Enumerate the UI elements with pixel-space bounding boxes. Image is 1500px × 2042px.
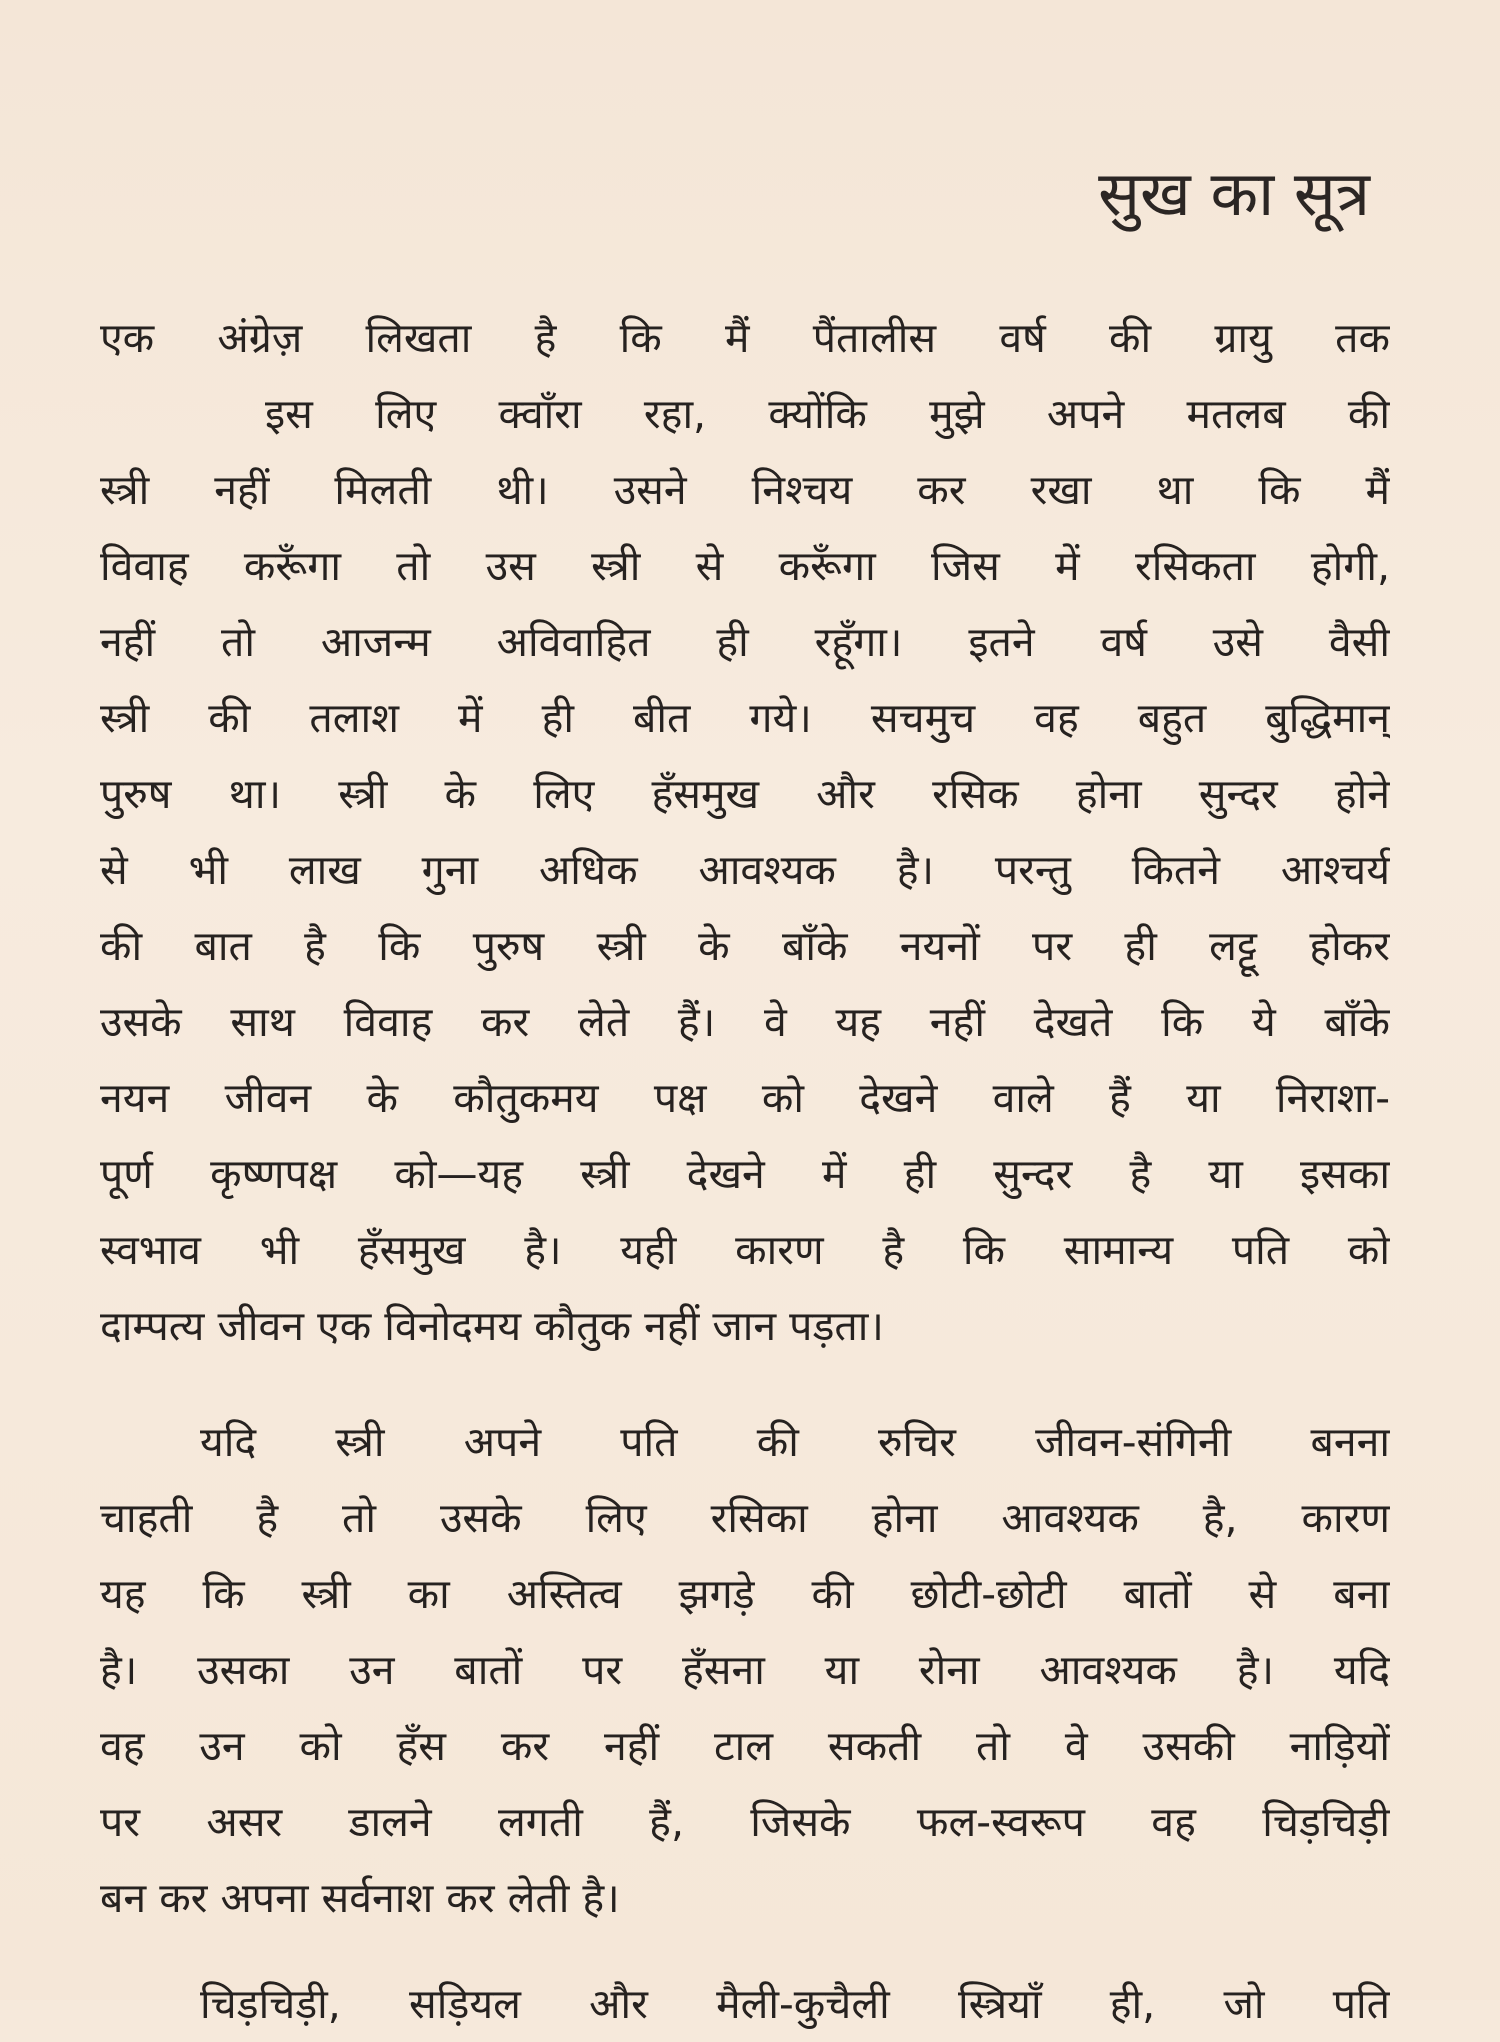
text-line: विवाह करूँगा तो उस स्त्री से करूँगा जिस में रसिकता होगी, [100,542,1390,590]
text-line: वह उन को हँस कर नहीं टाल सकती तो वे उसकी नाड़ियों [100,1722,1390,1770]
text-line: स्वभाव भी हँसमुख है। यही कारण है कि सामान्य पति को [100,1226,1390,1274]
text-line: है। उसका उन बातों पर हँसना या रोना आवश्यक है। यदि [100,1646,1390,1694]
text-line: नहीं तो आजन्म अविवाहित ही रहूँगा। इतने वर्ष उसे वैसी [100,618,1390,666]
text-line: पुरुष था। स्त्री के लिए हँसमुख और रसिक होना सुन्दर होने [100,770,1390,818]
text-line: से भी लाख गुना अधिक आवश्यक है। परन्तु कितने आश्चर्य [100,846,1390,894]
chapter-title: सुख का सूत्र [1098,157,1370,230]
text-line: एक अंग्रेज़ लिखता है कि मैं पैंतालीस वर्ष की ग्रायु तक [100,314,1390,362]
body-text [100,300,1390,2042]
text-line: चिड़चिड़ी, सड़ियल और मैली-कुचैली स्त्रियाँ ही, जो पति [200,1980,1390,2028]
text-line: उसके साथ विवाह कर लेते हैं। वे यह नहीं देखते कि ये बाँके [100,998,1390,1046]
text-line: पर असर डालने लगती हैं, जिसके फल-स्वरूप वह चिड़चिड़ी [100,1798,1390,1846]
paragraph-gap [100,1364,1390,1404]
paragraph-2 [100,1404,1390,1936]
text-line: बन कर अपना सर्वनाश कर लेती है। [100,1874,620,1922]
paragraph-1 [100,300,1390,1364]
text-line: यह कि स्त्री का अस्तित्व झगड़े की छोटी-छोटी बातों से बना [100,1570,1390,1618]
text-line: की बात है कि पुरुष स्त्री के बाँके नयनों पर ही लट्टू होकर [100,922,1390,970]
text-line: यदि स्त्री अपने पति की रुचिर जीवन-संगिनी बनना [200,1418,1390,1466]
text-line: दाम्पत्य जीवन एक विनोदमय कौतुक नहीं जान पड़ता। [100,1302,884,1350]
text-line: नयन जीवन के कौतुकमय पक्ष को देखने वाले हैं या निराशा- [100,1074,1390,1122]
text-line: इस लिए क्वाँरा रहा, क्योंकि मुझे अपने मतलब की [265,390,1390,438]
text-line: चाहती है तो उसके लिए रसिका होना आवश्यक है, कारण [100,1494,1390,1542]
text-line: पूर्ण कृष्णपक्ष को—यह स्त्री देखने में ही सुन्दर है या इसका [100,1150,1390,1198]
text-line: स्त्री की तलाश में ही बीत गये। सचमुच वह बहुत बुद्धिमान् [100,694,1390,742]
text-line: स्त्री नहीं मिलती थी। उसने निश्चय कर रखा था कि मैं [100,466,1390,514]
paragraph-3 [100,1966,1390,2042]
